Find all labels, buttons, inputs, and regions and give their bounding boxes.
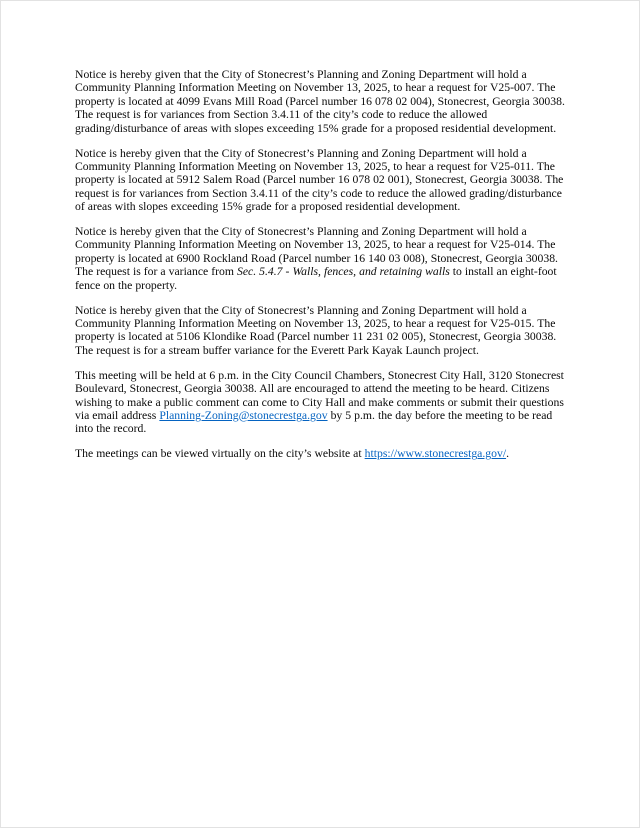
- notice-text-v25-007: Notice is hereby given that the City of Stonecrest’s Planning and Zoning Department will hold a Community Planning Information Meeting on November 13, 2025, to hear a request for V25-007. The property is located at 4099 Evans Mill Road (Parcel number 16 078 02 004), Stonecrest, Georgia 30038. The request is for variances from Section 3.4.11 of the city’s code to reduce the allowed grading/disturbance of areas with slopes exceeding 15% grade for a proposed residential development.: [75, 68, 565, 135]
- document-content: [75, 68, 572, 472]
- virtual-viewing-text-post: .: [506, 447, 509, 461]
- website-link[interactable]: https://www.stonecrestga.gov/: [364, 447, 507, 461]
- code-section-citation: Sec. 5.4.7 - Walls, fences, and retaining walls: [236, 265, 450, 279]
- meeting-info-text-pre: This meeting will be held at 6 p.m. in the City Council Chambers, Stonecrest City Hall, 3120 Stonecrest Boulevard, Stonecrest, Georgia 30038. All are encouraged to attend the meeting to be heard. Citizens wishing to make a public comment can come to City Hall and make comments or submit their questions via email address: [75, 368, 564, 422]
- notice-paragraph-v25-014: [75, 225, 572, 292]
- notice-text-v25-015: Notice is hereby given that the City of Stonecrest’s Planning and Zoning Department will hold a Community Planning Information Meeting on November 13, 2025, to hear a request for V25-015. The property is located at 5106 Klondike Road (Parcel number 11 231 02 005), Stonecrest, Georgia 30038. The request is for a stream buffer variance for the Everett Park Kayak Launch project.: [75, 303, 557, 357]
- notice-text-v25-014-post: to install an eight-foot fence on the property.: [75, 265, 557, 292]
- meeting-info-text-post: by 5 p.m. the day before the meeting to be read into the record.: [75, 408, 553, 436]
- email-link[interactable]: Planning-Zoning@stonecrestga.gov: [159, 408, 328, 422]
- virtual-viewing-paragraph: [75, 447, 572, 460]
- notice-text-v25-011: Notice is hereby given that the City of Stonecrest’s Planning and Zoning Department will hold a Community Planning Information Meeting on November 13, 2025, to hear a request for V25-011. The property is located at 5912 Salem Road (Parcel number 16 078 02 001), Stonecrest, Georgia 30038. The request is for variances from Section 3.4.11 of the city’s code to reduce the allowed grading/disturbance of areas with slopes exceeding 15% grade for a proposed residential development.: [75, 146, 564, 214]
- notice-paragraph-v25-015: [75, 304, 572, 358]
- notice-paragraph-v25-011: [75, 147, 572, 214]
- notice-paragraph-v25-007: [75, 68, 572, 135]
- notice-text-v25-014-pre: Notice is hereby given that the City of Stonecrest’s Planning and Zoning Department will hold a Community Planning Information Meeting on November 13, 2025, to hear a request for V25-014. The property is located at 6900 Rockland Road (Parcel number 16 140 03 008), Stonecrest, Georgia 30038. The request is for a variance from: [75, 225, 558, 279]
- meeting-info-paragraph: [75, 369, 572, 436]
- virtual-viewing-text-pre: The meetings can be viewed virtually on the city’s website at: [75, 447, 365, 461]
